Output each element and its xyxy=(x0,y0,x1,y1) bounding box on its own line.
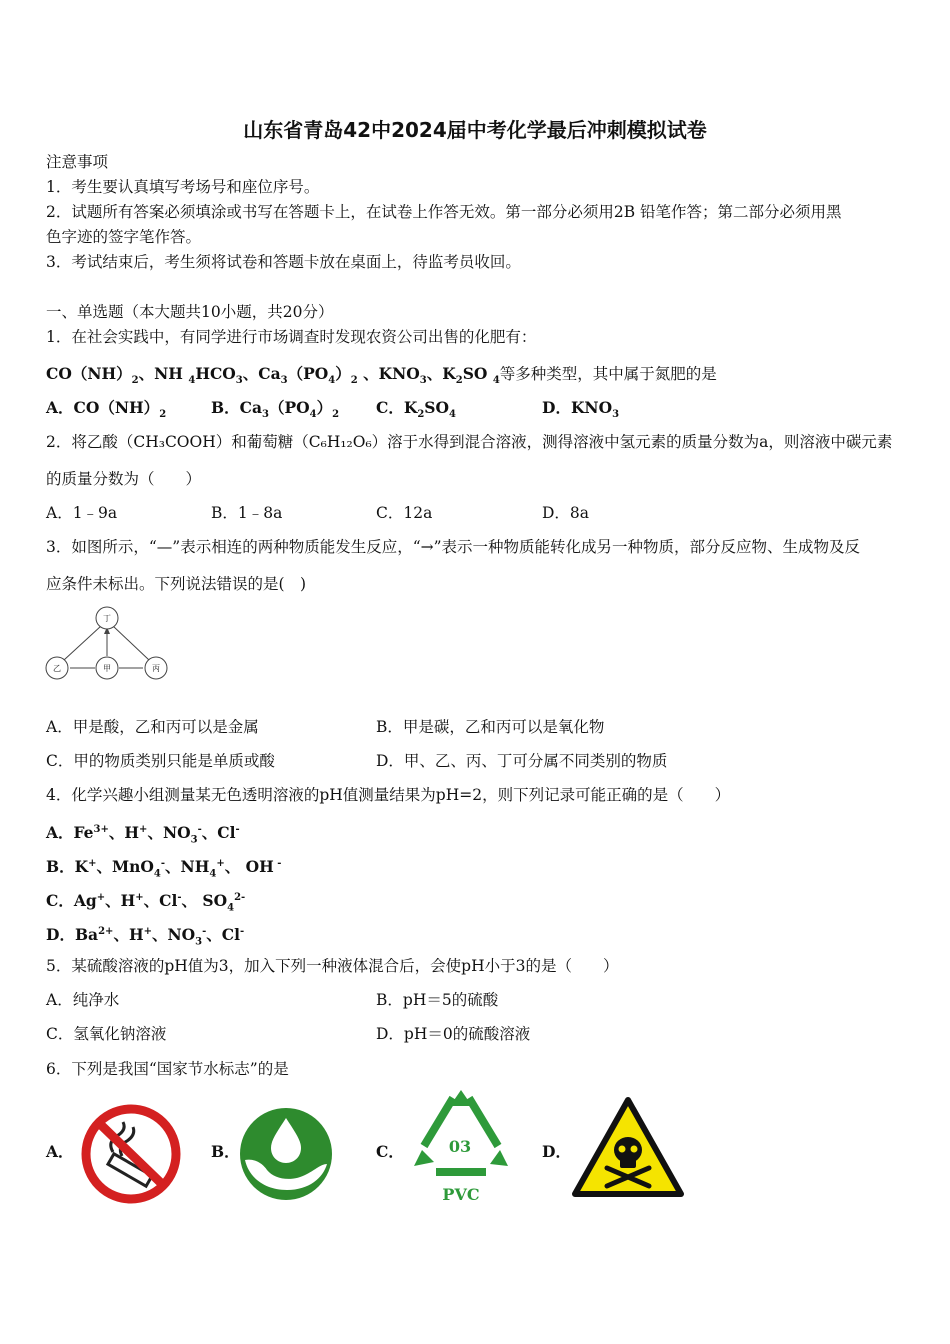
q4-option-c[interactable]: C．Ag+、H+、Cl-、 $SO_4^{2-}$ xyxy=(46,891,246,914)
notice-item-3: 3．考试结束后，考生须将试卷和答题卡放在桌面上，待监考员收回。 xyxy=(46,253,521,271)
q5-option-c[interactable]: C．氢氧化钠溶液 xyxy=(46,1025,167,1043)
notice-item-2: 2．试题所有答案必须填涂或书写在答题卡上，在试卷上作答无效。第一部分必须用2B 铅笔作答；第二部分必须用黑 xyxy=(46,203,842,221)
q2-option-c[interactable]: C．12a xyxy=(376,504,433,522)
water-saving-icon[interactable] xyxy=(237,1106,335,1202)
q4-option-b[interactable]: B．K+、MnO$_4$-、$NH_4^+$、 OH - xyxy=(46,857,282,880)
q1-option-b[interactable]: B．$Ca_3(PO_4)_2$ xyxy=(211,398,340,421)
q6-label-a[interactable]: A． xyxy=(46,1142,74,1161)
q5-stem: 5．某硫酸溶液的pH值为3，加入下列一种液体混合后，会使pH小于3的是（ ） xyxy=(46,957,619,975)
q6-stem: 6．下列是我国“国家节水标志”的是 xyxy=(46,1060,289,1078)
section-heading: 一、单选题（本大题共10小题，共20分） xyxy=(46,303,334,321)
page-title: 山东省青岛42中2024届中考化学最后冲刺模拟试卷 xyxy=(243,118,707,142)
q1-fertilizer-list: $CO(NH)_2$、NH $_4HCO_3$、$Ca_3(PO_4)_2$ 、$KNO_3$、$K_2SO$ $_4$等多种类型，其中属于氮肥的是 xyxy=(46,364,717,387)
q3-option-d[interactable]: D．甲、乙、丙、丁可分属不同类别的物质 xyxy=(376,752,668,770)
q4-option-d[interactable]: D．$Ba^{2+}$、H+、$NO_3^-$、Cl- xyxy=(46,925,245,948)
q6-label-c[interactable]: C． xyxy=(376,1142,404,1161)
recycle-pvc-icon[interactable] xyxy=(406,1088,516,1206)
q3-reaction-diagram xyxy=(44,604,170,686)
q3-option-c[interactable]: C．甲的物质类别只能是单质或酸 xyxy=(46,752,275,770)
notice-item-1: 1．考生要认真填写考场号和座位序号。 xyxy=(46,178,320,196)
node-ding-label: 丁 xyxy=(103,614,111,623)
node-yi-label: 乙 xyxy=(53,664,61,673)
q2-option-a[interactable]: A．1﹣9a xyxy=(46,504,118,522)
q3-stem-2: 应条件未标出。下列说法错误的是( ) xyxy=(46,575,307,593)
q2-stem-2: 的质量分数为（ ） xyxy=(46,470,202,488)
q1-option-a[interactable]: A．$CO(NH)_2$ xyxy=(46,398,167,421)
recycle-code: 03 xyxy=(448,1137,472,1156)
notice-item-2-cont: 色字迹的签字笔作答。 xyxy=(46,228,202,246)
q5-option-b[interactable]: B．pH＝5的硫酸 xyxy=(376,991,499,1009)
q6-label-d[interactable]: D． xyxy=(542,1142,571,1161)
node-jia-label: 甲 xyxy=(103,664,111,673)
q1-stem: 1．在社会实践中，有同学进行市场调查时发现农资公司出售的化肥有： xyxy=(46,328,537,346)
no-smoking-icon[interactable] xyxy=(78,1102,184,1206)
q5-option-a[interactable]: A．纯净水 xyxy=(46,991,120,1009)
notice-heading: 注意事项 xyxy=(46,153,109,171)
recycle-material: PVC xyxy=(442,1185,480,1204)
q5-option-d[interactable]: D．pH＝0的硫酸溶液 xyxy=(376,1025,531,1043)
q1-option-d[interactable]: D．$KNO_3$ xyxy=(542,398,620,421)
q4-stem: 4．化学兴趣小组测量某无色透明溶液的pH值测量结果为pH=2，则下列记录可能正确的是（ ） xyxy=(46,786,731,804)
q2-option-d[interactable]: D．8a xyxy=(542,504,590,522)
q3-option-a[interactable]: A．甲是酸，乙和丙可以是金属 xyxy=(46,718,259,736)
toxic-hazard-icon[interactable] xyxy=(571,1096,685,1198)
q2-option-b[interactable]: B．1﹣8a xyxy=(211,504,283,522)
q3-option-b[interactable]: B．甲是碳，乙和丙可以是氧化物 xyxy=(376,718,605,736)
q1-option-c[interactable]: C．$K_2SO_4$ xyxy=(376,398,456,421)
q3-stem-1: 3．如图所示，“—”表示相连的两种物质能发生反应，“→”表示一种物质能转化成另一种物质，部分反应物、生成物及反 xyxy=(46,538,861,556)
node-bing-label: 丙 xyxy=(152,664,160,673)
q6-label-b[interactable]: B． xyxy=(211,1142,240,1161)
q2-stem-1: 2．将乙酸（CH₃COOH）和葡萄糖（C₆H₁₂O₆）溶于水得到混合溶液，测得溶液中氢元素的质量分数为a，则溶液中碳元素 xyxy=(46,433,893,451)
q4-option-a[interactable]: A．$Fe^{3+}$、H+、$NO_3^-$、Cl- xyxy=(46,823,240,846)
